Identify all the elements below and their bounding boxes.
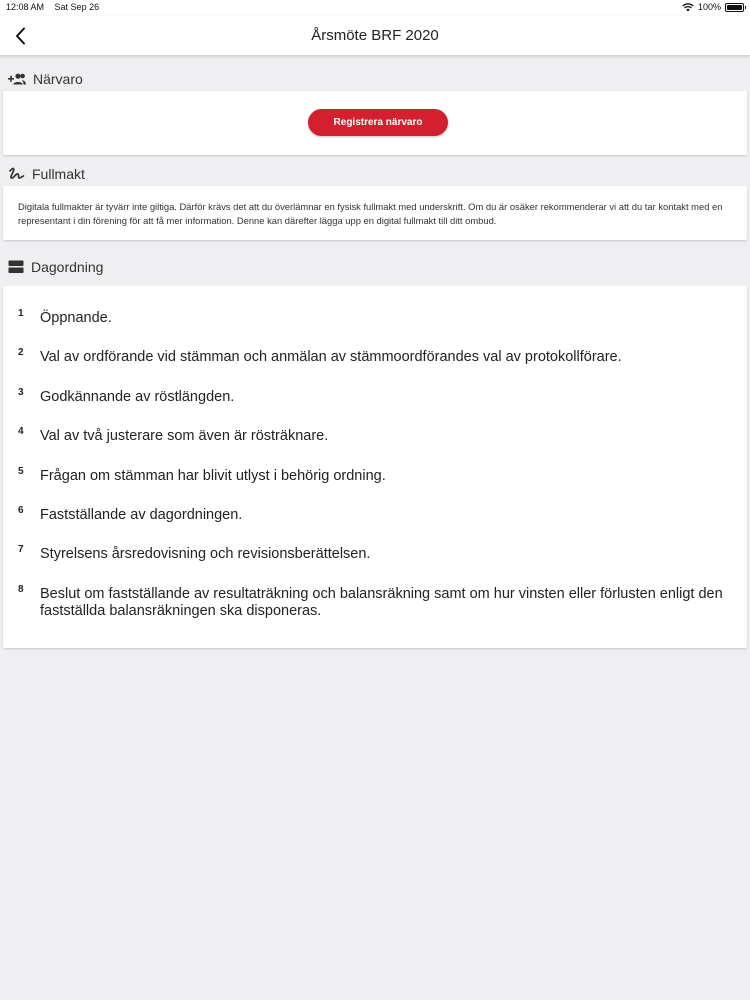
agenda-header <box>8 257 103 277</box>
agenda-item-text: Frågan om stämman har blivit utlyst i behörig ordning. <box>40 468 386 484</box>
agenda-item-text: Val av ordförande vid stämman och anmälan av stämmoordförandes val av protokollförare. <box>40 349 622 365</box>
battery-percent: 100% <box>697 2 721 12</box>
proxy-heading: Fullmakt <box>32 166 85 182</box>
status-time: 12:08 AM <box>6 2 45 12</box>
attendance-heading: Närvaro <box>33 71 83 87</box>
agenda-item-text: Öppnande. <box>40 310 112 326</box>
agenda-item-text: Val av två justerare som även är rösträknare. <box>40 428 329 444</box>
navigation-bar <box>0 16 750 56</box>
proxy-info-text: Digitala fullmakter är tyvärr inte giltiga. Därför krävs det att du överlämnar en fysisk fullmakt med underskrift. Om du är osäker rekommenderar vi att du tar kontakt med en representant i din förening för att få mer information. Denne kan därefter lägga upp en digital fullmakt till ditt ombud. <box>18 201 723 226</box>
register-attendance-button[interactable]: Registrera närvaro <box>308 109 448 136</box>
agenda-item-number: 8 <box>18 584 24 595</box>
agenda-item-text: Fastställande av dagordningen. <box>40 507 243 523</box>
proxy-card <box>3 186 747 240</box>
attendance-card <box>3 91 747 155</box>
add-people-icon <box>8 73 26 85</box>
agenda-item-number: 1 <box>18 308 24 319</box>
agenda-card <box>3 286 747 648</box>
attendance-header <box>8 69 83 89</box>
page-title: Årsmöte BRF 2020 <box>311 27 439 44</box>
agenda-item-number: 5 <box>18 466 24 477</box>
agenda-item-number: 2 <box>18 347 24 358</box>
agenda-item-text: Beslut om fastställande av resultaträkning och balansräkning samt om hur vinsten eller förlusten enligt den fastställda balansräkningen ska disponeras. <box>40 586 723 619</box>
wifi-icon <box>682 3 694 12</box>
status-date: Sat Sep 26 <box>54 2 100 12</box>
agenda-item-number: 6 <box>18 505 24 516</box>
agenda-item-number: 4 <box>18 426 24 437</box>
agenda-item-text: Styrelsens årsredovisning och revisionsberättelsen. <box>40 546 371 562</box>
proxy-header <box>8 164 85 184</box>
agenda-item-number: 7 <box>18 544 24 555</box>
agenda-heading: Dagordning <box>31 259 104 275</box>
agenda-icon <box>8 260 24 274</box>
agenda-item-number: 3 <box>18 387 24 398</box>
signature-icon <box>8 167 25 181</box>
status-bar <box>0 0 750 16</box>
battery-icon <box>725 3 744 12</box>
agenda-item-text: Godkännande av röstlängden. <box>40 389 235 405</box>
